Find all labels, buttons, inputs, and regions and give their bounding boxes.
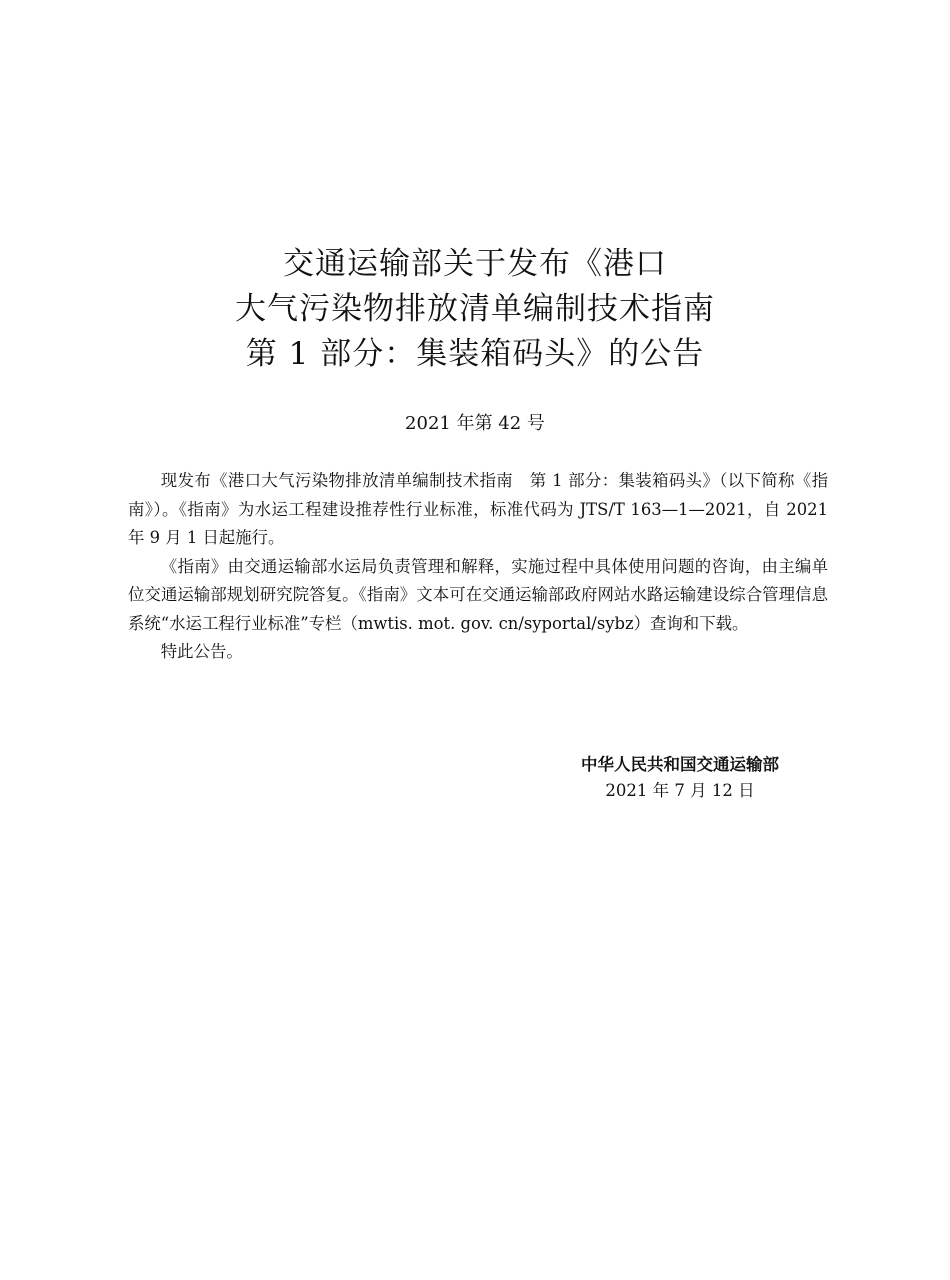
announcement-title (0, 242, 950, 377)
title-line-1: 交通运输部关于发布《港口 (283, 246, 667, 282)
issuing-organization: 中华人民共和国交通运输部 (581, 755, 779, 774)
document-number: 2021 年第 42 号 (405, 413, 545, 434)
body-paragraph-2: 《指南》由交通运输部水运局负责管理和解释，实施过程中具体使用问题的咨询，由主编单位交通运输部规划研究院答复。《指南》文本可在交通运输部政府网站水路运输建设综合管理信息系统“水运工程行业标准”专栏（mwtis. mot. gov. cn/syportal/sybz）查询和下载。 (128, 556, 828, 633)
body-paragraph-1: 现发布《港口大气污染物排放清单编制技术指南 第 1 部分：集装箱码头》（以下简称《指南》）。《指南》为水运工程建设推荐性行业标准，标准代码为 JTS/T 163—1—2021，自 2021 年 9 月 1 日起施行。 (128, 471, 828, 547)
issue-date: 2021 年 7 月 12 日 (605, 781, 755, 800)
signature-block (550, 752, 810, 804)
announcement-body (128, 467, 828, 667)
title-line-2: 大气污染物排放清单编制技术指南 (235, 291, 715, 327)
title-line-3: 第 1 部分：集装箱码头》的公告 (245, 336, 705, 372)
body-paragraph-3: 特此公告。 (160, 642, 243, 661)
